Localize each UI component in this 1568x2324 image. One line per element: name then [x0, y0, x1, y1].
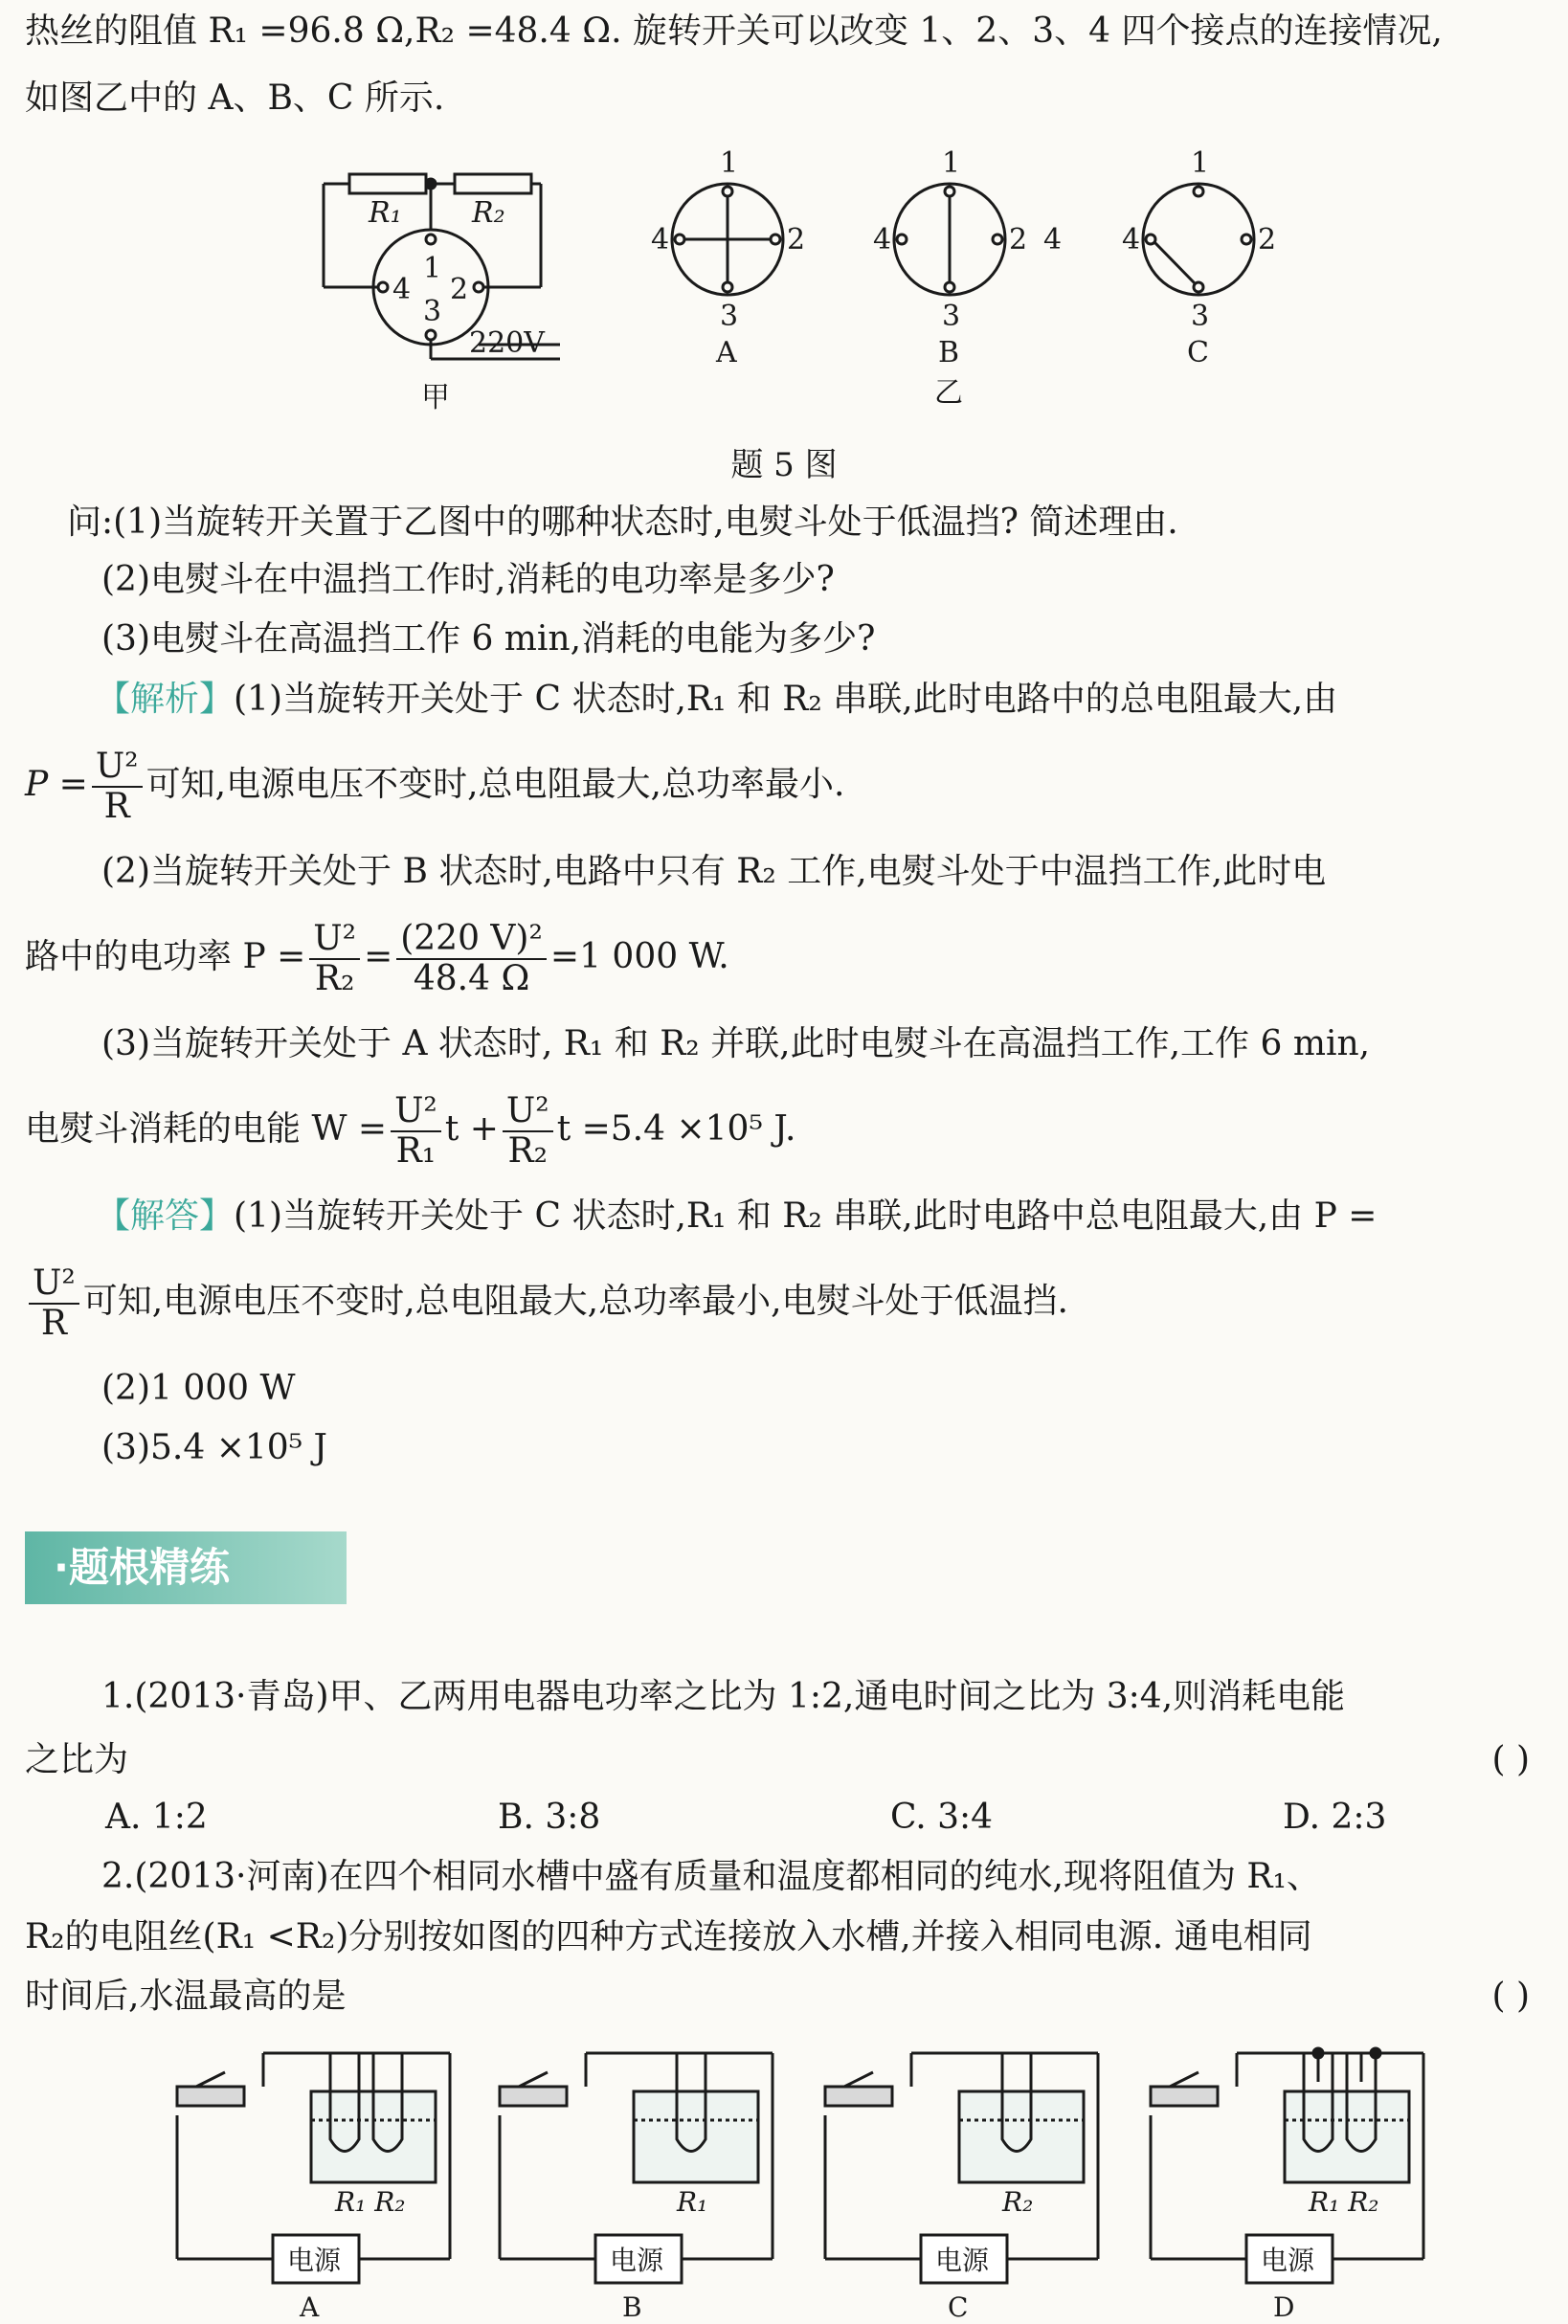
- node-4: 4: [392, 273, 412, 306]
- figure-d: [1151, 2048, 1423, 2323]
- option-b[interactable]: B. 3:8: [498, 1798, 601, 1837]
- figure-caption: 题 5 图: [730, 446, 838, 484]
- switch-c-t2: 2: [1258, 223, 1277, 257]
- fraction-u2-r: $\frac{\text{U²}}{R}$: [92, 748, 143, 826]
- intro-line-1: 热丝的阻值 R₁ =96.8 Ω,R₂ =48.4 Ω. 旋转开关可以改变 1、2、3、4 四个接点的连接情况,: [25, 11, 1443, 51]
- switch-a-letter: A: [716, 336, 737, 369]
- label-r1: R₁: [369, 196, 402, 230]
- problem1-line2: 之比为: [25, 1740, 129, 1779]
- problem2-line2: R₂的电阻丝(R₁ <R₂)分别按如图的四种方式连接放入水槽,并接入相同电源. 通电相同: [25, 1917, 1312, 1956]
- switch-c-t3: 3: [1191, 300, 1210, 333]
- figure-c-source: 电源: [935, 2245, 990, 2276]
- problem2-line3: 时间后,水温最高的是: [25, 1977, 347, 2016]
- figure-a: [177, 2053, 450, 2323]
- node-2: 2: [450, 273, 469, 306]
- figure-b: [500, 2053, 773, 2323]
- figure-c-res: R₂: [1002, 2186, 1034, 2218]
- figure-d-res: R₁ R₂: [1309, 2186, 1379, 2218]
- analysis-p1-a: 【解析】(1)当旋转开关处于 C 状态时,R₁ 和 R₂ 串联,此时电路中的总电阻最大,由: [96, 680, 1338, 719]
- figure-circuits: [0, 144, 1568, 459]
- question-2: (2)电熨斗在中温挡工作时,消耗的电功率是多少?: [101, 560, 835, 599]
- answer-1: 【解答】(1)当旋转开关处于 C 状态时,R₁ 和 R₂ 串联,此时电路中总电阻最大,由 P =: [96, 1196, 1378, 1236]
- figure-a-letter: A: [300, 2291, 320, 2323]
- answer-3: (3)5.4 ×10⁵ J: [101, 1428, 327, 1467]
- switch-a-t2: 2: [787, 223, 806, 257]
- switch-b-t2: 2: [1009, 223, 1028, 257]
- analysis-p3-b: 电熨斗消耗的电能 W = $\frac{\text{U²}}{\text{R₁}}$ t + $\frac{\text{U²}}{\text{R₂}}$ t =5.4 ×10⁵ J.: [25, 1091, 796, 1171]
- question-3: (3)电熨斗在高温挡工作 6 min,消耗的电能为多少?: [101, 619, 876, 659]
- switch-b-t4: 4: [873, 223, 892, 257]
- switch-b-t3: 3: [942, 300, 961, 333]
- figure-a-res: R₁ R₂: [335, 2186, 406, 2218]
- figure-b-source: 电源: [610, 2245, 664, 2276]
- analysis-p2-b: 路中的电功率 P = $\frac{\text{U²}}{\text{R₂}}$ = $\frac{\text{(220 V)²}}{48.4 \Omega}$ =1 000 W.: [25, 919, 729, 998]
- fraction-u2-r2: $\frac{\text{U²}}{\text{R₂}}$: [309, 920, 360, 998]
- switch-b: [894, 184, 1005, 295]
- figure-c: [825, 2053, 1098, 2323]
- node-3: 3: [423, 295, 442, 328]
- resistor-r1: [349, 174, 426, 193]
- fraction-u2-r1: $\frac{\text{U²}}{\text{R₁}}$: [391, 1092, 441, 1171]
- voltage-label: 220V: [469, 326, 545, 360]
- option-a[interactable]: A. 1:2: [105, 1798, 208, 1837]
- switch-a-t3: 3: [720, 300, 739, 333]
- switch-a: [672, 184, 783, 295]
- problem2-line1: 2.(2013·河南)在四个相同水槽中盛有质量和温度都相同的纯水,现将阻值为 R₁、: [101, 1857, 1321, 1896]
- figure-c-letter: C: [948, 2291, 969, 2323]
- problem1-bracket: ( ): [1491, 1740, 1530, 1779]
- label-r2: R₂: [472, 196, 505, 230]
- analysis-p3-a: (3)当旋转开关处于 A 状态时, R₁ 和 R₂ 并联,此时电熨斗在高温挡工作,工作 6 min,: [101, 1024, 1371, 1063]
- problem1-line1: 1.(2013·青岛)甲、乙两用电器电功率之比为 1:2,通电时间之比为 3:4,则消耗电能: [101, 1677, 1346, 1716]
- intro-line-2: 如图乙中的 A、B、C 所示.: [25, 78, 445, 118]
- label-yi: 乙: [934, 376, 963, 410]
- fraction-u2-r2b: $\frac{\text{U²}}{\text{R₂}}$: [503, 1092, 553, 1171]
- figure-b-res: R₁: [677, 2186, 708, 2218]
- answer-tag: 【解答】: [96, 1196, 235, 1236]
- answer-1-b: $\frac{\text{U²}}{R}$ 可知,电源电压不变时,总电阻最大,总功率最小,电熨斗处于低温挡.: [25, 1263, 1543, 1343]
- option-d[interactable]: D. 2:3: [1283, 1798, 1387, 1837]
- figure-d-source: 电源: [1261, 2245, 1315, 2276]
- analysis-p1-b: P = $\frac{\text{U²}}{R}$ 可知,电源电压不变时,总电阻最大,总功率最小.: [25, 747, 845, 826]
- switch-b-extra: 4: [1043, 223, 1063, 257]
- resistor-r2: [455, 174, 531, 193]
- analysis-tag: 【解析】: [96, 680, 235, 719]
- problem2-figures: [0, 2044, 1568, 2324]
- switch-a-t4: 4: [651, 223, 670, 257]
- figure-d-letter: D: [1273, 2291, 1295, 2323]
- switch-c-t4: 4: [1122, 223, 1141, 257]
- answer-2: (2)1 000 W: [101, 1369, 296, 1408]
- label-jia: 甲: [421, 381, 450, 414]
- question-1: 问:(1)当旋转开关置于乙图中的哪种状态时,电熨斗处于低温挡? 简述理由.: [67, 503, 1178, 542]
- section-title: ·题根精练: [25, 1531, 347, 1604]
- figure-b-letter: B: [622, 2291, 642, 2323]
- node-1: 1: [423, 252, 442, 285]
- switch-b-letter: B: [938, 336, 960, 369]
- fraction-220v: $\frac{\text{(220 V)²}}{48.4 \Omega}$: [396, 920, 547, 998]
- switch-b-t1: 1: [942, 146, 961, 180]
- analysis-p2-a: (2)当旋转开关处于 B 状态时,电路中只有 R₂ 工作,电熨斗处于中温挡工作,此时电: [101, 852, 1327, 891]
- switch-c-letter: C: [1187, 336, 1209, 369]
- switch-a-t1: 1: [720, 146, 739, 180]
- problem2-bracket: ( ): [1491, 1977, 1530, 2016]
- switch-c: [1143, 184, 1254, 295]
- figure-a-source: 电源: [287, 2245, 342, 2276]
- switch-c-t1: 1: [1191, 146, 1210, 180]
- fraction-u2-r-answer: $\frac{\text{U²}}{R}$: [29, 1264, 79, 1343]
- option-c[interactable]: C. 3:4: [890, 1798, 994, 1837]
